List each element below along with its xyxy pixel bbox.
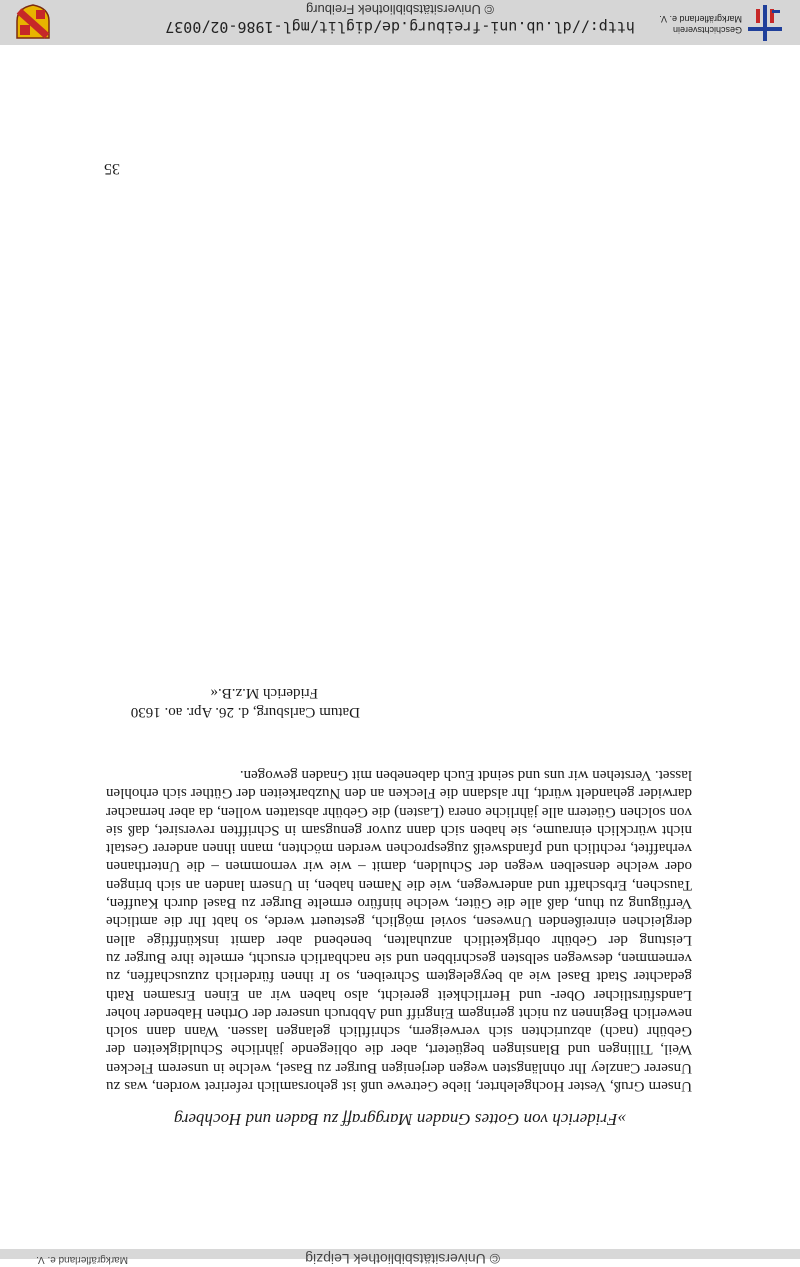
society-name bbox=[632, 13, 742, 35]
library-strip bbox=[0, 1249, 800, 1267]
society-credit: Markgräflerland e. V. bbox=[36, 1254, 128, 1265]
society-crest-icon bbox=[14, 3, 52, 41]
closing-date: Datum Carlsburg, d. 26. Apr. ao. 1630 bbox=[130, 704, 360, 720]
footer-copyright: © Universitätsbibliothek Freiburg bbox=[305, 2, 495, 17]
closing-signature: Friderich M.z.B.« bbox=[210, 685, 318, 701]
society-line-1: Geschichtsverein bbox=[672, 25, 742, 35]
letter-body bbox=[106, 766, 692, 1095]
footer-bar bbox=[0, 0, 800, 45]
letter-paragraph: Unsern Gruß, Vester Hochgelehrter, liebe Getrewe unß ist gehorsamlich referiret worden, was zu Unserer Canzley Ihr ohnlängsten wegen derjenigen Burger zu Basel, welche in unserem Flecken Weil, Tillingen und Blansingen begüetert, aber die obliegende jährliche Schuldigkeiten der Gebühr (nach) abzurichten sich verweigern, schriftlich gelangen lassen. Wann dann solch newerlich Beginnen zu nicht geringem Eingriff und Abbruch unserer der Orthen Habender hoher Landsfürstlicher Ober- und Herrlichkeit gereicht, also haben wir an Einen Ersamen Rath gedachter Stadt Basel wie ab beygelegtem Schreiben, so Ir ihnen fürderlich zuzuschaffen, zu vernemmen, deswegen selbsten geschribben und sie nachbarlich ersucht, ermelte ihre Burger zu Leistung der Gebühr obrigkeitlich anzuhalten, benebend aber damit inskünfftige allen dergleichen einreißenden Unwesen, soviel möglich, gesteuert werde, so habt Ihr die amtliche Verfügung zu thun, daß alle die Güter, welche hinfüro ermelte Burger zu Basel durch Kauffen, Tauschen, Erbschafft und anderwegen, wie die Namen haben, in Unsern landen an sich bringen oder welche denselben wegen der Schulden, damit – wie wir vernommen – die Unterthanen verhafftet, rechtlich und pfandsweiß zugesprochen werden möchten, mann ihnen anderer Gestalt nicht würcklich einraume, sie haben sich dann zuvor genugsam in Schrifften reversiret, daß sie von solchen Güetern alle jährliche onera (Lasten) die Gebühr abstatten wollen, da aber hernacher darwider gehandelt würdt, Ihr alsdann die Flecken an den Nuzbarkeiten der Güther sich erhohlen lasset. Verstehen wir uns und seindt Euch dabeneben mit Gnaden gewogen. bbox=[106, 766, 692, 1094]
society-line-2: Markgräflerland e. V. bbox=[659, 14, 742, 24]
letter-heading: »Friderich von Gottes Gnaden Marggraff zu Baden und Hochberg bbox=[174, 1110, 627, 1129]
footer-url[interactable]: http://dl.ub.uni-freiburg.de/diglit/mgl-1986-02/0037 bbox=[165, 18, 635, 36]
library-credit: © Universitätsbibliothek Leipzig bbox=[305, 1251, 500, 1267]
page-number: 35 bbox=[104, 160, 120, 177]
